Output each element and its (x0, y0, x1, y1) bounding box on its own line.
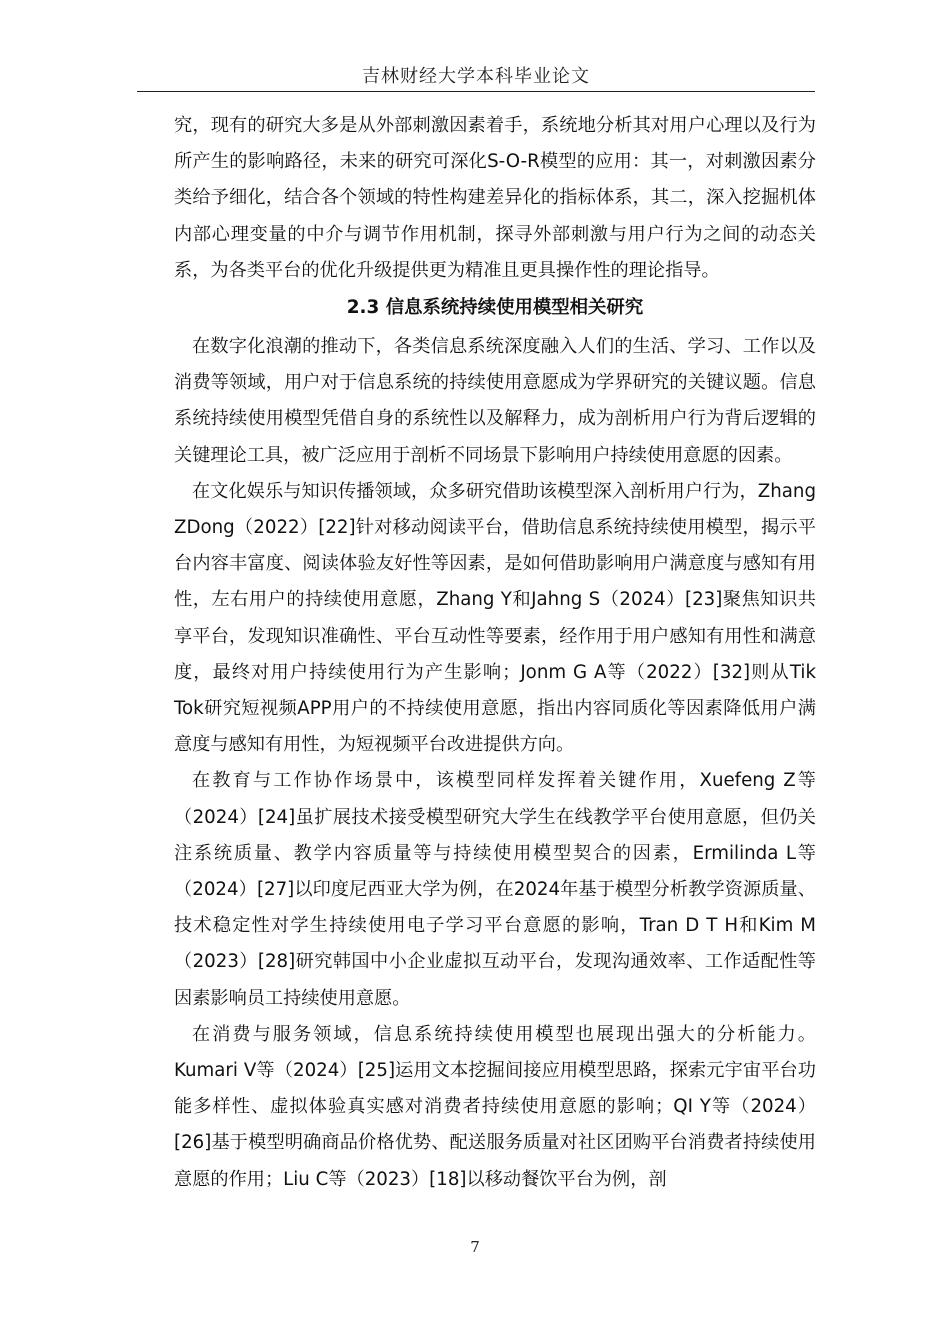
running-header: 吉林财经大学本科毕业论文 (362, 66, 590, 87)
paragraph: 在教育与工作协作场景中，该模型同样发挥着关键作用，Xuefeng Z等（2024）[24]虽扩展技术接受模型研究大学生在线教学平台使用意愿，但仍关注系统质量、教学内容质量等与持续使用模型契合的因素，Ermilinda L等（2024）[27]以印度尼西亚大学为例，在2024年基于模型分析教学资源质量、技术稳定性对学生持续使用电子学习平台意愿的影响，Tran D T H和Kim M（2023）[28]研究韩国中小企业虚拟互动平台，发现沟通效率、工作适配性等因素影响员工持续使用意愿。 (174, 770, 816, 1009)
section-heading: 2.3 信息系统持续使用模型相关研究 (346, 297, 644, 319)
paragraph: 在数字化浪潮的推动下，各类信息系统深度融入人们的生活、学习、工作以及消费等领域，用户对于信息系统的持续使用意愿成为学界研究的关键议题。信息系统持续使用模型凭借自身的系统性以及解释力，成为剖析用户行为背后逻辑的关键理论工具，被广泛应用于剖析不同场景下影响用户持续使用意愿的因素。 (174, 336, 816, 466)
body-text (174, 108, 816, 1198)
page-number: 7 (470, 1238, 480, 1256)
paragraph: 在消费与服务领域，信息系统持续使用模型也展现出强大的分析能力。Kumari V等（2024）[25]运用文本挖掘间接应用模型思路，探索元宇宙平台功能多样性、虚拟体验真实感对消费者持续使用意愿的影响；QI Y等（2024）[26]基于模型明确商品价格优势、配送服务质量对社区团购平台消费者持续使用意愿的作用；Liu C等（2023）[18]以移动餐饮平台为例，剖 (174, 1023, 816, 1190)
header-rule (137, 91, 815, 92)
paragraph: 在文化娱乐与知识传播领域，众多研究借助该模型深入剖析用户行为，Zhang ZDong（2022）[22]针对移动阅读平台，借助信息系统持续使用模型，揭示平台内容丰富度、阅读体验友好性等因素，是如何借助影响用户满意度与感知有用性，左右用户的持续使用意愿，Zhang Y和Jahng S（2024）[23]聚焦知识共享平台，发现知识准确性、平台互动性等要素，经作用于用户感知有用性和满意度，最终对用户持续使用行为产生影响；Jonm G A等（2022）[32]则从Tik Tok研究短视频APP用户的不持续使用意愿，指出内容同质化等因素降低用户满意度与感知有用性，为短视频平台改进提供方向。 (174, 480, 816, 756)
paragraph-continued: 究，现有的研究大多是从外部刺激因素着手，系统地分析其对用户心理以及行为所产生的影响路径，未来的研究可深化S-O-R模型的应用：其一，对刺激因素分类给予细化，结合各个领域的特性构建差异化的指标体系，其二，深入挖掘机体内部心理变量的中介与调节作用机制，探寻外部刺激与用户行为之间的动态关系，为各类平台的优化升级提供更为精准且更具操作性的理论指导。 (174, 115, 816, 281)
